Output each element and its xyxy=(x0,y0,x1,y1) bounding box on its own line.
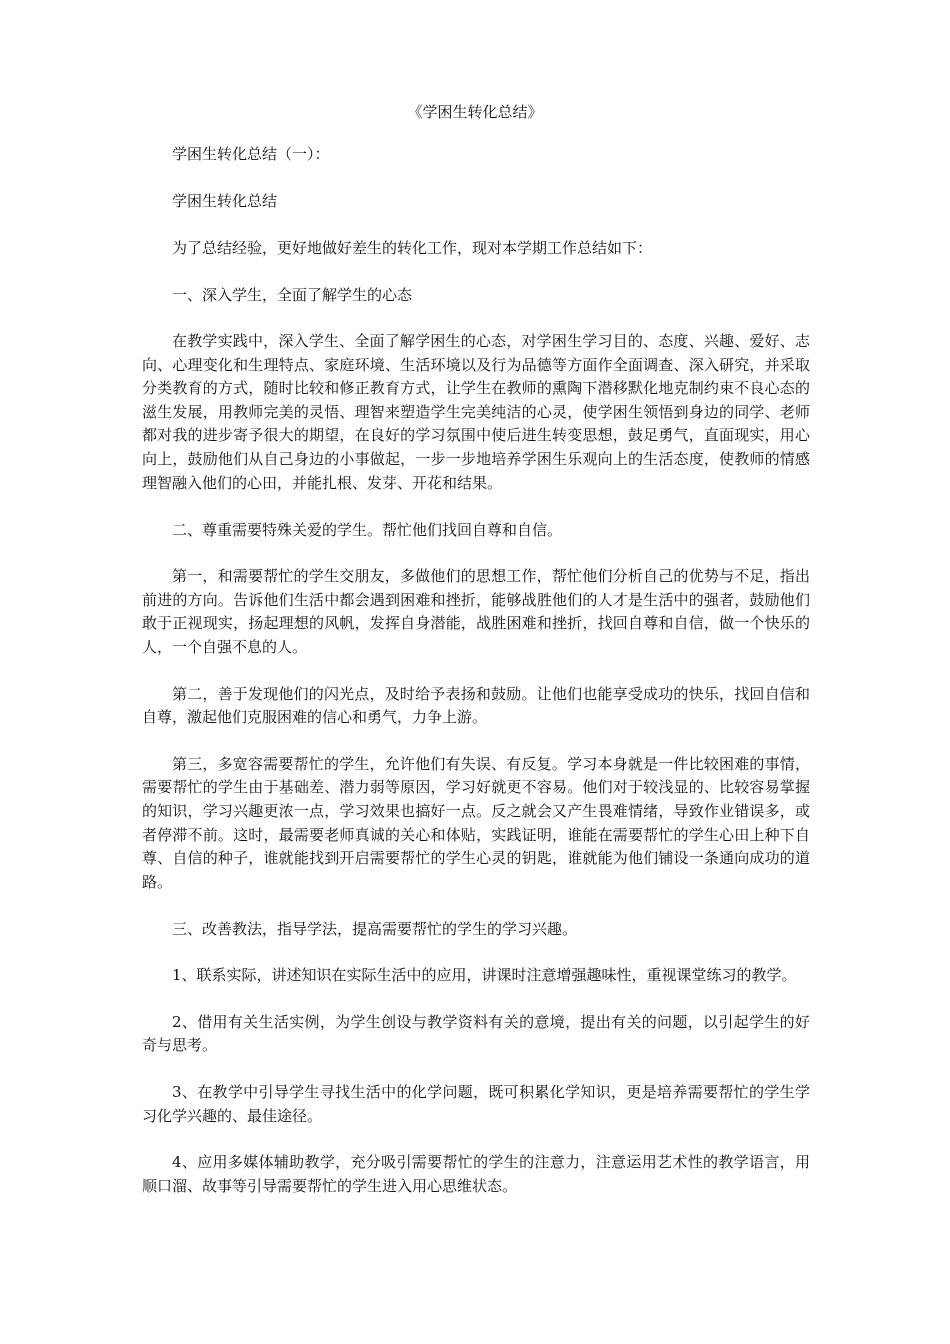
heading-two: 二、尊重需要特殊关爱的学生。帮忙他们找回自尊和自信。 xyxy=(172,521,563,540)
heading-three: 三、改善教法，指导学法，提高需要帮忙的学生的学习兴趣。 xyxy=(172,920,578,939)
paragraph-item-1: 1、联系实际，讲述知识在实际生活中的应用，讲课时注意增强趣味性，重视课堂练习的教学。 xyxy=(172,966,797,985)
document-title: 《学困生转化总结》 xyxy=(407,103,543,121)
heading-one: 一、深入学生，全面了解学生的心态 xyxy=(172,286,413,304)
sub-heading: 学困生转化总结 xyxy=(172,192,278,210)
document-body xyxy=(142,142,810,1221)
paragraph-item-4: 4、应用多媒体辅助教学，充分吸引需要帮忙的学生的注意力，注意运用艺术性的教学语言，用顺口溜、故事等引导需要帮忙的学生进入用心思维状态。 xyxy=(142,1153,810,1195)
paragraph-one: 在教学实践中，深入学生、全面了解学困生的心态，对学困生学习目的、态度、兴趣、爱好、志向、心理变化和生理特点、家庭环境、生活环境以及行为品德等方面作全面调查、深入研究，并采取分类教育的方式，随时比较和修正教育方式，让学生在教师的熏陶下潜移默化地克制约束不良心态的滋生发展，用教师完美的灵悟、理智来塑造学生完美纯洁的心灵，使学困生领悟到身边的同学、老师都对我的进步寄予很大的期望，在良好的学习氛围中使后进生转变思想，鼓足勇气，直面现实，用心向上，鼓励他们从自己身边的小事做起，一步一步地培养学困生乐观向上的生活态度，使教师的情感理智融入他们的心田，并能扎根、发芽、开花和结果。 xyxy=(142,332,810,492)
paragraph-item-2: 2、借用有关生活实例，为学生创设与教学资料有关的意境，提出有关的问题，以引起学生的好奇与思考。 xyxy=(142,1012,810,1055)
paragraph-third: 第三，多宽容需要帮忙的学生，允许他们有失误、有反复。学习本身就是一件比较困难的事情，需要帮忙的学生由于基础差、潜力弱等原因，学习好就更不容易。他们对于较浅显的、比较容易掌握的知识，学习兴趣更浓一点，学习效果也搞好一点。反之就会又产生畏难情绪，导致作业错误多，或者停滞不前。这时，最需要老师真诚的关心和体贴，实践证明，谁能在需要帮忙的学生心田上种下自尊、自信的种子，谁就能找到开启需要帮忙的学生心灵的钥匙，谁就能为他们铺设一条通向成功的道路。 xyxy=(142,754,810,891)
paragraph-second: 第二，善于发现他们的闪光点，及时给予表扬和鼓励。让他们也能享受成功的快乐，找回自信和自尊，激起他们克服困难的信心和勇气，力争上游。 xyxy=(142,684,810,727)
paragraph-first: 第一，和需要帮忙的学生交朋友，多做他们的思想工作，帮忙他们分析自己的优势与不足，指出前进的方向。告诉他们生活中都会遇到困难和挫折，能够战胜他们的人才是生活中的强者，鼓励他们敢于正视现实，扬起理想的风帆，发挥自身潜能，战胜困难和挫折，找回自尊和自信，做一个快乐的人，一个自强不息的人。 xyxy=(142,567,810,656)
intro-line: 为了总结经验，更好地做好差生的转化工作，现对本学期工作总结如下： xyxy=(172,239,653,257)
paragraph-item-3: 3、在教学中引导学生寻找生活中的化学问题，既可积累化学知识，更是培养需要帮忙的学生学习化学兴趣的、最佳途径。 xyxy=(142,1083,810,1125)
section-heading-part-one: 学困生转化总结（一）： xyxy=(172,145,330,163)
